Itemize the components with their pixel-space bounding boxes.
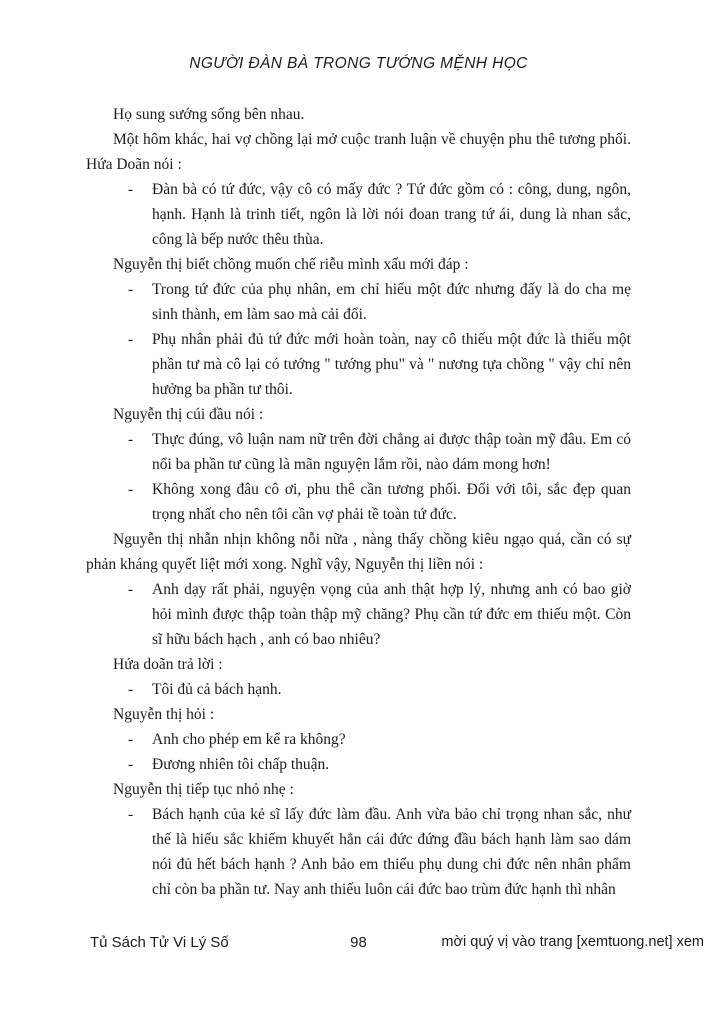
paragraph-text: Nguyễn thị cúi đầu nói : (113, 406, 264, 423)
bullet-item (86, 802, 631, 902)
paragraph-text: Đàn bà có tứ đức, vậy cô có mấy đức ? Tứ đức gồm có : công, dung, ngôn, hạnh. Hạnh là trinh tiết, ngôn là lời nói đoan trang tứ ái, dung là nhan sắc, công là bếp nước thêu thùa. (152, 181, 631, 248)
bullet-dash-icon: - (128, 331, 134, 348)
paragraph (86, 102, 631, 127)
page-header-title: NGƯỜI ĐÀN BÀ TRONG TƯỚNG MỆNH HỌC (189, 55, 528, 72)
page-body (86, 102, 631, 902)
paragraph-text: Nguyễn thị hỏi : (113, 706, 215, 723)
bullet-dash-icon: - (128, 281, 134, 298)
bullet-dash-icon: - (128, 681, 134, 698)
footer-promo-text: mời quý vị vào trang [xemtuong.net] xem (441, 934, 704, 950)
paragraph-text: Nguyễn thị nhẫn nhịn không nỗi nữa , nàng thấy chồng kiêu ngạo quá, cần có sự phản kháng quyết liệt mới xong. Nghĩ vậy, Nguyễn thị liền nói : (86, 531, 631, 573)
bullet-dash-icon: - (128, 481, 134, 498)
bullet-dash-icon: - (128, 581, 134, 598)
paragraph-text: Thực đúng, vô luận nam nữ trên đời chẳng ai được thập toàn mỹ đâu. Em có nổi ba phần tư cũng là mãn nguyện lắm rồi, nào dám mong hơn! (152, 431, 631, 473)
bullet-item (86, 677, 631, 702)
paragraph (86, 702, 631, 727)
paragraph-text: Anh dạy rất phải, nguyện vọng của anh thật hợp lý, nhưng anh có bao giờ hỏi mình được thập toàn thập mỹ chăng? Phụ cần tứ đức em thiếu một. Còn sĩ hữu bách hạch , anh có bao nhiêu? (152, 581, 631, 648)
bullet-item (86, 427, 631, 477)
paragraph-text: Phụ nhân phải đủ tứ đức mới hoàn toàn, nay cô thiếu một đức là thiếu một phần tư mà cô lại có tướng " tướng phu" và " nương tựa chồng " vậy chỉ nên hưởng ba phần tư thôi. (152, 331, 631, 398)
paragraph-text: Anh cho phép em kể ra không? (152, 731, 346, 748)
paragraph (86, 252, 631, 277)
paragraph-text: Đương nhiên tôi chấp thuận. (152, 756, 330, 773)
paragraph-text: Không xong đâu cô ơi, phu thê cần tương phối. Đối với tôi, sắc đẹp quan trọng nhất cho nên tôi cần vợ phải tề toàn tứ đức. (152, 481, 631, 523)
paragraph-text: Nguyễn thị tiếp tục nhỏ nhẹ : (113, 781, 294, 798)
bullet-item (86, 752, 631, 777)
bullet-item (86, 727, 631, 752)
paragraph (86, 127, 631, 177)
paragraph (86, 527, 631, 577)
paragraph-text: Tôi đủ cả bách hạnh. (152, 681, 282, 698)
bullet-dash-icon: - (128, 431, 134, 448)
paragraph (86, 402, 631, 427)
paragraph (86, 777, 631, 802)
paragraph-text: Họ sung sướng sống bên nhau. (113, 106, 305, 123)
paragraph-text: Trong tứ đức của phụ nhân, em chỉ hiếu một đức nhưng đấy là do cha mẹ sinh thành, em làm sao mà cải đổi. (152, 281, 631, 323)
bullet-item (86, 477, 631, 527)
bullet-item (86, 177, 631, 252)
bullet-item (86, 327, 631, 402)
bullet-item (86, 577, 631, 652)
paragraph-text: Một hôm khác, hai vợ chồng lại mở cuộc tranh luận về chuyện phu thê tương phối. Hứa Doãn nói : (86, 131, 631, 173)
bullet-item (86, 277, 631, 327)
bullet-dash-icon: - (128, 756, 134, 773)
footer-book-title: Tủ Sách Tử Vi Lý Số (90, 934, 229, 951)
paragraph-text: Bách hạnh của kẻ sĩ lấy đức làm đầu. Anh vừa bảo chỉ trọng nhan sắc, như thế là hiếu sắc khiếm khuyết hẳn cái đức đứng đầu bách hạnh làm sao dám nói đủ hết bách hạnh ? Anh bảo em thiếu phụ dung chi đức nên nhân phẩm chỉ còn ba phần tư. Nay anh thiếu luôn cái đức bao trùm đức hạnh thì nhân (152, 806, 631, 898)
paragraph (86, 652, 631, 677)
bullet-dash-icon: - (128, 731, 134, 748)
page-footer (0, 934, 717, 956)
footer-page-number: 98 (350, 934, 367, 951)
bullet-dash-icon: - (128, 806, 134, 823)
bullet-dash-icon: - (128, 181, 134, 198)
paragraph-text: Nguyễn thị biết chồng muốn chế riễu mình xấu mới đáp : (113, 256, 469, 273)
paragraph-text: Hứa doãn trả lời : (113, 656, 223, 673)
